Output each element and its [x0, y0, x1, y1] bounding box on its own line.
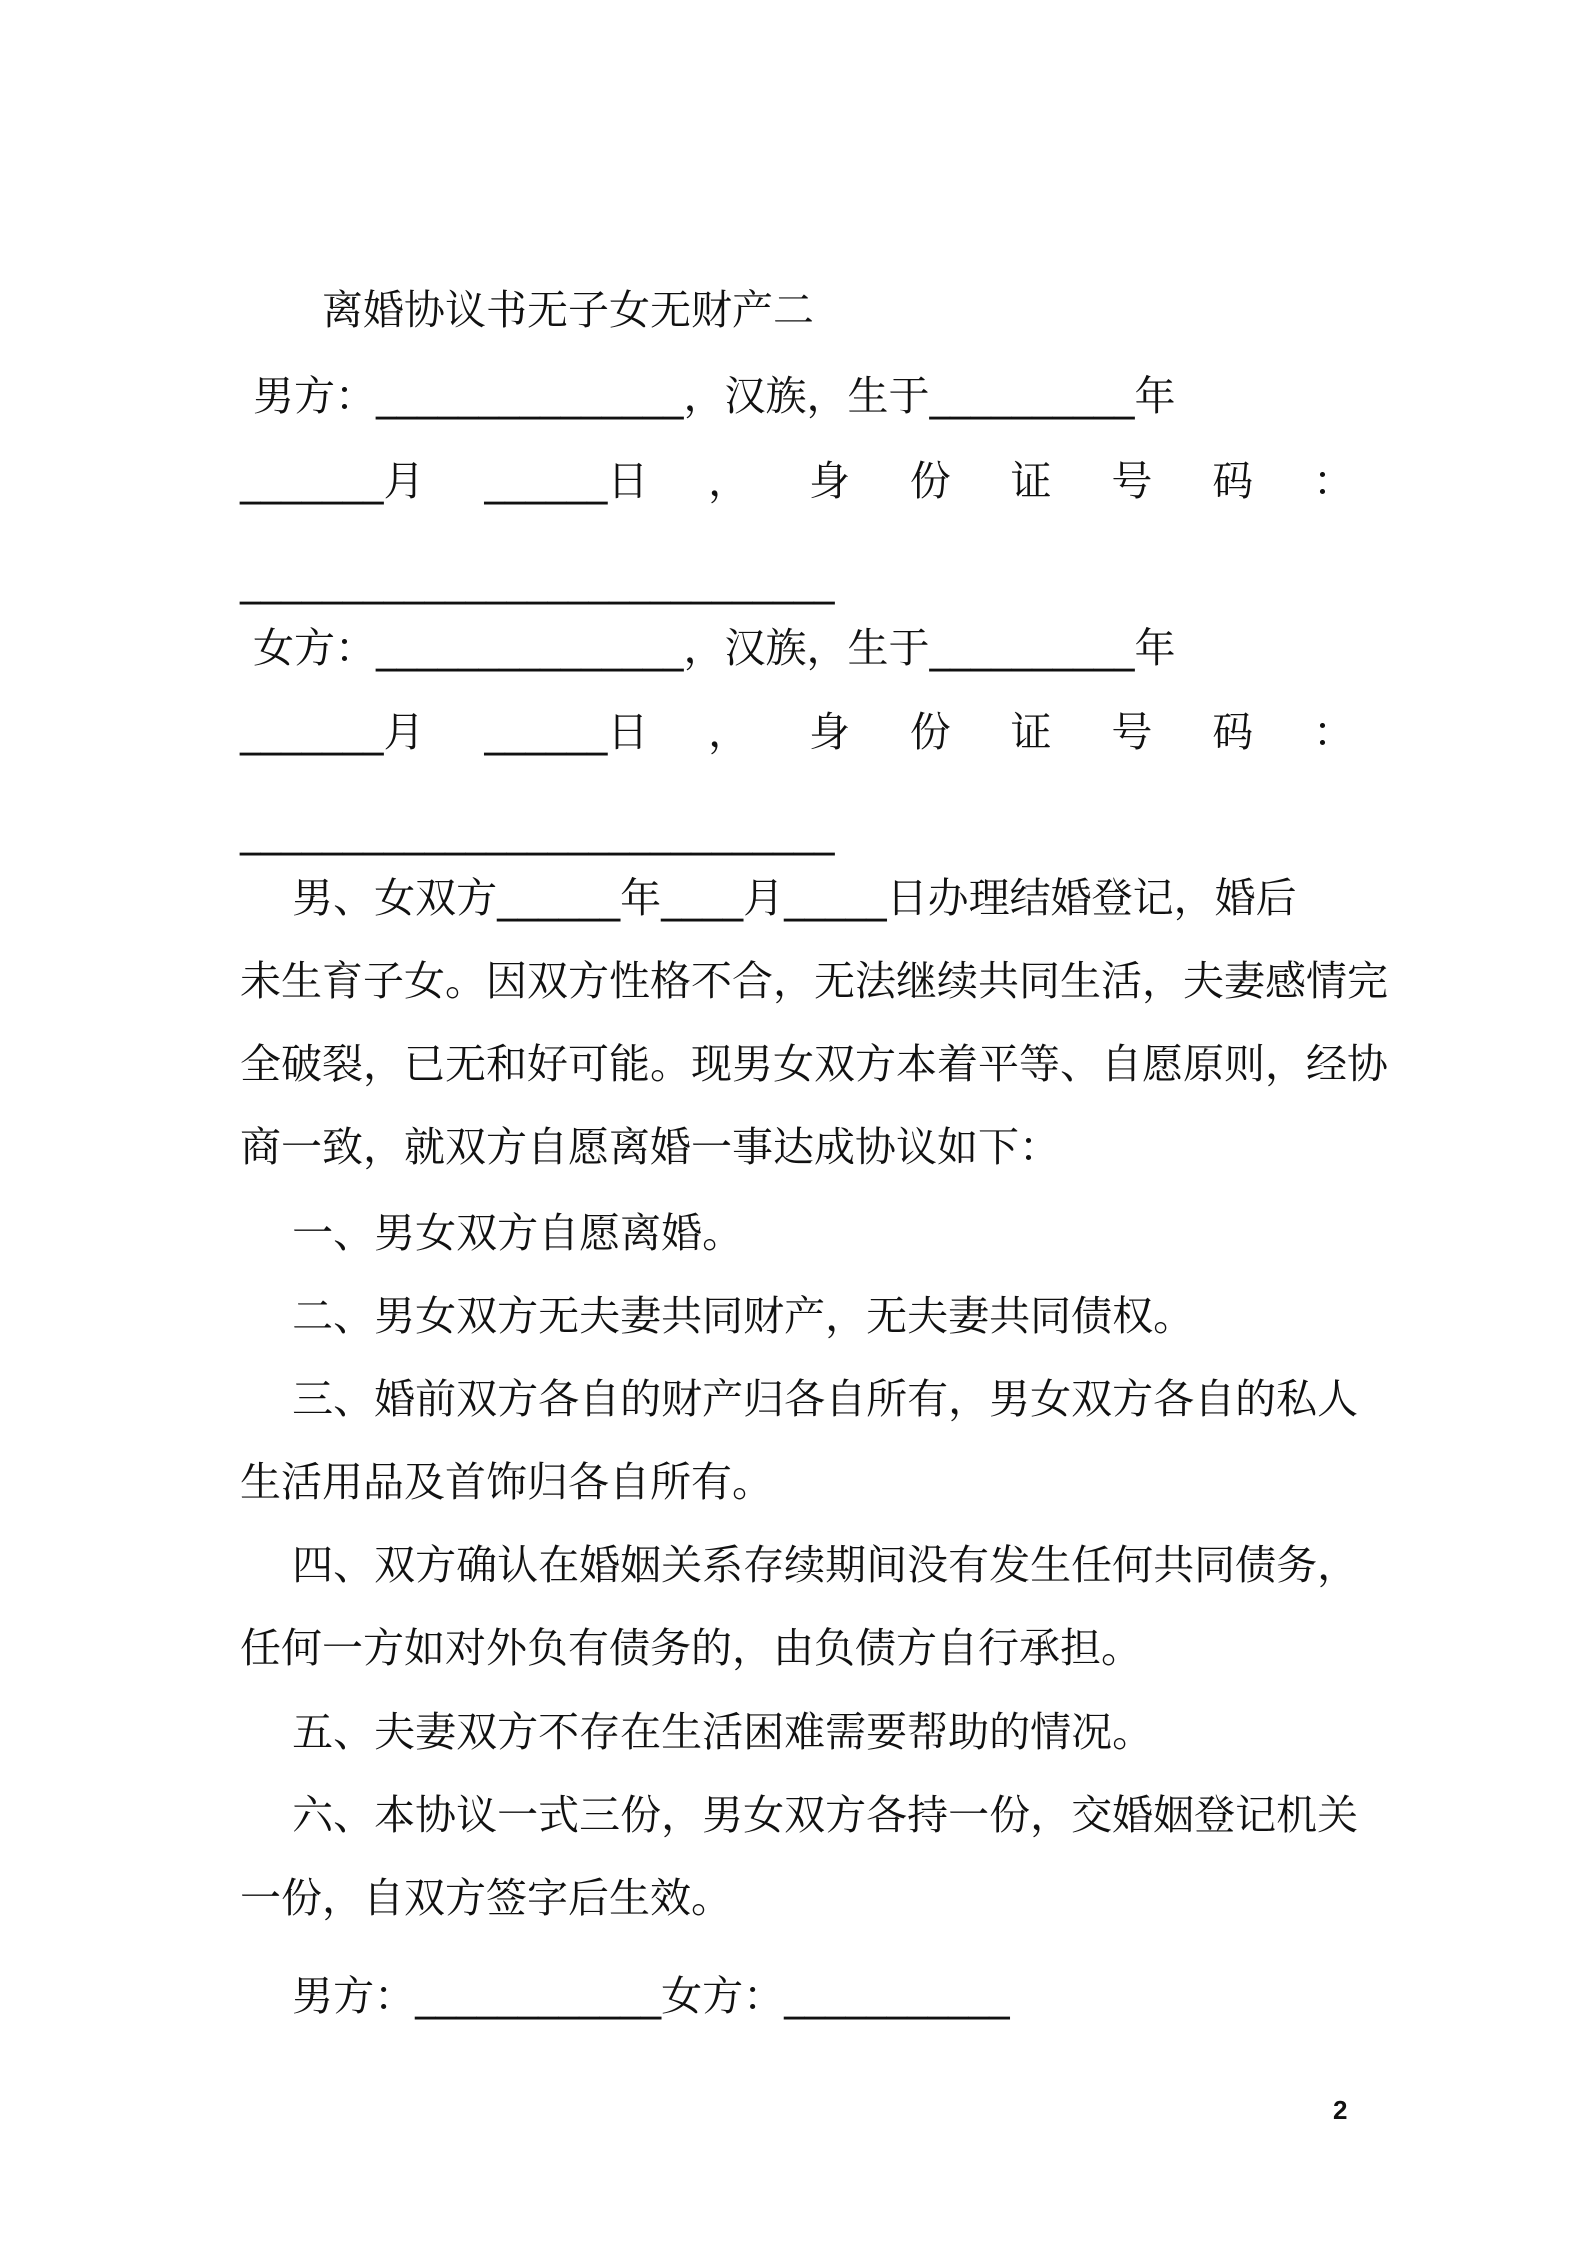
paragraph-line: 二、男女双方无夫妻共同财产，无夫妻共同债权。: [240, 1292, 1195, 1340]
female-comma: ，: [708, 708, 750, 756]
male-id-char-2: 份: [909, 457, 951, 505]
clause-3: [240, 1358, 1359, 1524]
paragraph-marriage-background: [240, 857, 1388, 1189]
clause-1: [240, 1192, 1354, 1275]
female-id-char-1: 身: [808, 708, 850, 756]
paragraph-line: 商一致，就双方自愿离婚一事达成协议如下：: [240, 1123, 1060, 1171]
signature-line: 男方：____________女方：___________: [240, 1972, 1010, 2020]
paragraph-line: 任何一方如对外负有债务的，由负债方自行承担。: [240, 1624, 1142, 1672]
paragraph-line: 男、女双方______年____月_____日办理结婚登记，婚后: [240, 874, 1297, 922]
paragraph-line: 六、本协议一式三份，男女双方各持一份，交婚姻登记机关: [240, 1791, 1359, 1839]
clause-4: [240, 1524, 1359, 1690]
clause-5: [240, 1691, 1354, 1774]
paragraph-line: 四、双方确认在婚姻关系存续期间没有发生任何共同债务，: [240, 1541, 1359, 1589]
male-id-char-4: 号: [1111, 457, 1153, 505]
female-party-line-2: [240, 706, 1354, 758]
paragraph-line: 一份，自双方签字后生效。: [240, 1874, 732, 1922]
female-month-blank: _______月: [240, 708, 425, 756]
paragraph-line: 生活用品及首饰归各自所有。: [240, 1458, 773, 1506]
paragraph-line: 全破裂，已无和好可能。现男女双方本着平等、自愿原则，经协: [240, 1040, 1388, 1088]
male-id-char-5: 码: [1212, 457, 1254, 505]
paragraph-line: 一、男女双方自愿离婚。: [240, 1209, 744, 1257]
female-id-colon: ：: [1313, 708, 1354, 756]
male-party-line-2: [240, 455, 1354, 507]
page-number: 2: [1333, 2095, 1348, 2125]
male-id-colon: ：: [1313, 457, 1354, 505]
male-id-char-3: 证: [1010, 457, 1052, 505]
male-comma: ，: [708, 457, 750, 505]
female-id-char-4: 号: [1111, 708, 1153, 756]
clause-6: [240, 1774, 1359, 1940]
male-day-blank: ______日: [484, 457, 649, 505]
female-id-char-2: 份: [909, 708, 951, 756]
female-day-blank: ______日: [484, 708, 649, 756]
document-title: 离婚协议书无子女无财产二: [322, 286, 814, 334]
paragraph-line: 五、夫妻双方不存在生活困难需要帮助的情况。: [240, 1708, 1154, 1756]
female-id-char-5: 码: [1212, 708, 1254, 756]
female-party-line-1: 女方：_______________，汉族，生于__________年: [240, 624, 1176, 672]
female-id-char-3: 证: [1010, 708, 1052, 756]
male-id-number-blank: _____________________________: [240, 557, 835, 605]
male-party-line-1: 男方：_______________，汉族，生于__________年: [240, 372, 1176, 420]
female-id-number-blank: _____________________________: [240, 808, 835, 856]
male-month-blank: _______月: [240, 457, 425, 505]
clause-2: [240, 1275, 1354, 1358]
paragraph-line: 三、婚前双方各自的财产归各自所有，男女双方各自的私人: [240, 1375, 1359, 1423]
paragraph-line: 未生育子女。因双方性格不合，无法继续共同生活，夫妻感情完: [240, 957, 1388, 1005]
male-id-char-1: 身: [808, 457, 850, 505]
